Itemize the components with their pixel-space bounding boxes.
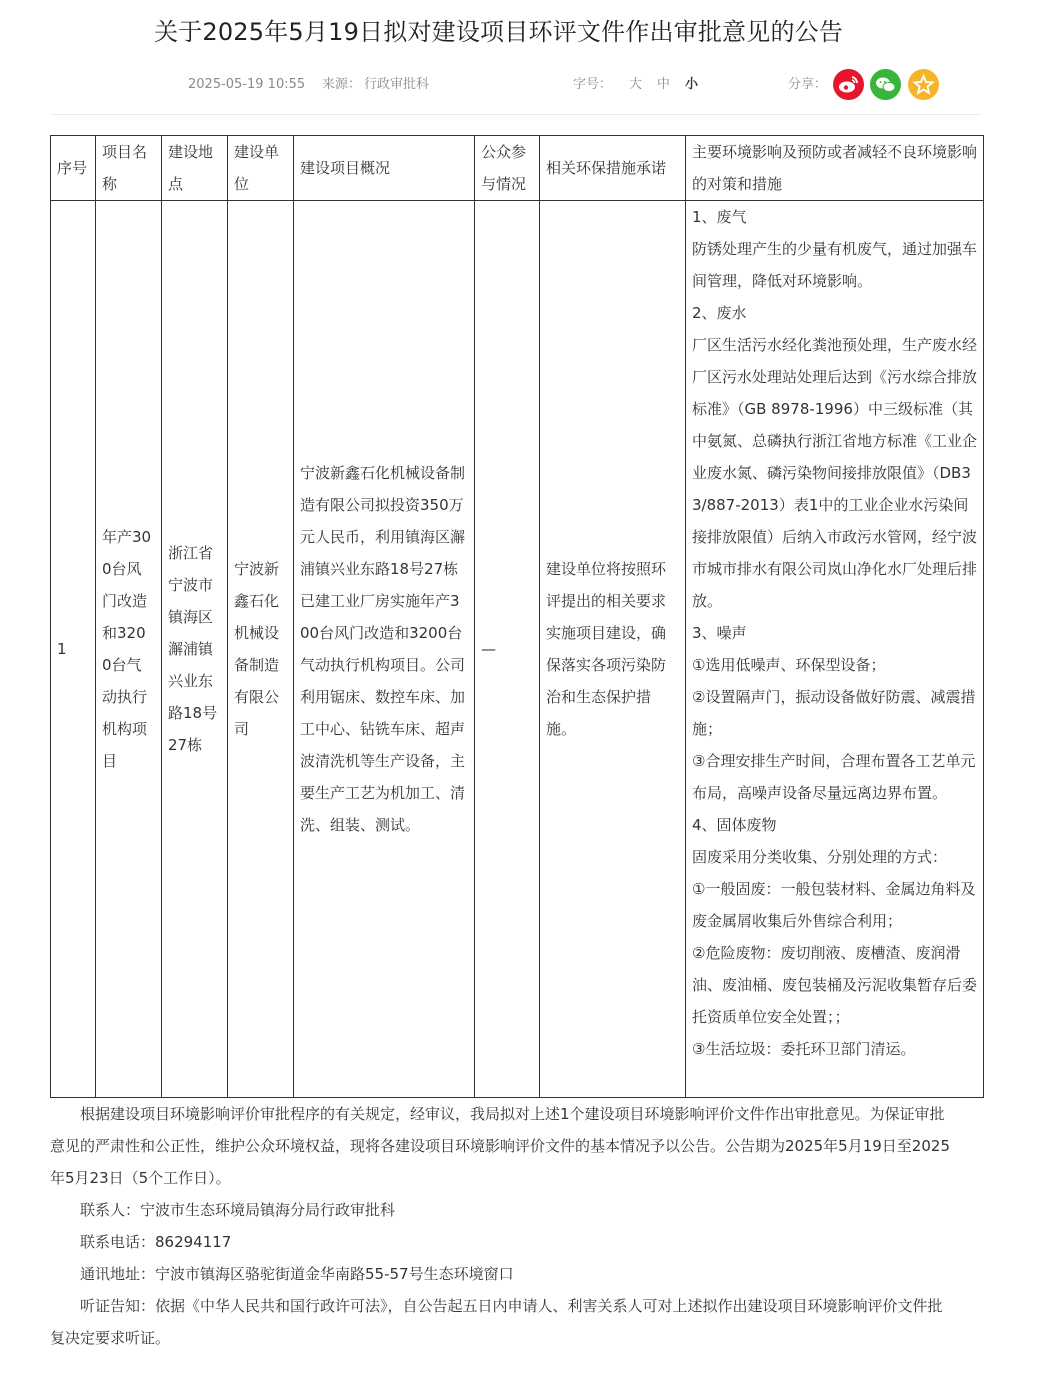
table-row	[51, 201, 984, 1098]
cell-overview: 宁波新鑫石化机械设备制造有限公司拟投资350万元人民币，利用镇海区澥浦镇兴业东路18号27栋已建工业厂房实施年产300台风门改造和3200台气动执行机构项目。公司利用锯床、数控车床、加工中心、钻铣车床、超声波清洗机等生产设备，主要生产工艺为机加工、清洗、组装、测试。	[294, 201, 475, 1098]
cell-project-name: 年产300台风门改造和3200台气动执行机构项目	[96, 201, 162, 1098]
header-no: 序号	[51, 136, 96, 201]
qzone-glyph	[908, 69, 939, 100]
font-size-medium-button[interactable]: 中	[657, 77, 671, 92]
header-commitment: 相关环保措施承诺	[540, 136, 686, 201]
measures-line: 3、噪声	[692, 624, 747, 642]
cell-commitment: 建设单位将按照环评提出的相关要求实施项目建设，确保落实各项污染防治和生态保护措施。	[540, 201, 686, 1098]
header-unit: 建设单位	[228, 136, 294, 201]
contact-address: 通讯地址：宁波市镇海区骆驼街道金华南路55-57号生态环境窗口	[80, 1265, 514, 1283]
cell-unit: 宁波新鑫石化机械设备制造有限公司	[228, 201, 294, 1098]
source-value: 行政审批科	[364, 77, 430, 92]
publish-date: 2025-05-19 10:55	[188, 77, 306, 92]
measures-line: 固废采用分类收集、分别处理的方式：	[692, 848, 948, 866]
share-label: 分享：	[788, 77, 828, 92]
font-size-large-button[interactable]: 大	[629, 77, 643, 92]
header-location: 建设地点	[162, 136, 228, 201]
measures-line: 厂区生活污水经化粪池预处理，生产废水经厂区污水处理站处理后达到《污水综合排放标准》（GB 8978-1996）中三级标准（其中氨氮、总磷执行浙江省地方标准《工业企业废水氮、磷污染物间接排放限值》（DB33/887-2013）表1中的工业企业水污染间接排放限值）后纳入市政污水管网，经宁波市城市排水有限公司岚山净化水厂处理后排放。	[692, 336, 978, 610]
header-public: 公众参与情况	[475, 136, 540, 201]
contact-person: 联系人：宁波市生态环境局镇海分局行政审批科	[80, 1201, 396, 1219]
weibo-glyph	[833, 69, 864, 100]
measures-line: 1、废气	[692, 208, 747, 226]
cell-no: 1	[51, 201, 96, 1098]
measures-line: ①选用低噪声、环保型设备；	[692, 656, 886, 674]
measures-line: 防锈处理产生的少量有机废气，通过加强车间管理，降低对环境影响。	[692, 240, 978, 290]
measures-line: 2、废水	[692, 304, 747, 322]
header-overview: 建设项目概况	[294, 136, 475, 201]
contact-phone: 联系电话：86294117	[80, 1233, 232, 1251]
source-label: 来源：	[322, 77, 362, 92]
wechat-glyph	[870, 69, 901, 100]
cell-location: 浙江省宁波市镇海区澥浦镇兴业东路18号27栋	[162, 201, 228, 1098]
header-measures: 主要环境影响及预防或者减轻不良环境影响的对策和措施	[686, 136, 984, 201]
measures-line: 4、固体废物	[692, 816, 777, 834]
header-divider	[50, 114, 982, 115]
font-size-small-button[interactable]: 小	[685, 77, 699, 92]
hearing-notice: 听证告知：依据《中华人民共和国行政许可法》，自公告起五日内申请人、利害关系人可对上述拟作出建设项目环境影响评价文件批复决定要求听证。	[50, 1297, 943, 1347]
measures-line: ②危险废物：废切削液、废槽渣、废润滑油、废油桶、废包装桶及污泥收集暂存后委托资质单位安全处置；；	[692, 944, 978, 1026]
measures-line: ③生活垃圾：委托环卫部门清运。	[692, 1040, 916, 1058]
header-project-name: 项目名称	[96, 136, 162, 201]
notice-paragraph: 根据建设项目环境影响评价审批程序的有关规定，经审议，我局拟对上述1个建设项目环境影响评价文件作出审批意见。为保证审批意见的严肃性和公正性，维护公众环境权益，现将各建设项目环境影响评价文件的基本情况予以公告。公告期为2025年5月19日至2025年5月23日（5个工作日）。	[50, 1105, 950, 1187]
font-size-label: 字号：	[573, 77, 613, 92]
qzone-icon[interactable]	[908, 69, 939, 100]
approval-table	[50, 135, 984, 1098]
wechat-icon[interactable]	[870, 69, 901, 100]
measures-line: ②设置隔声门，振动设备做好防震、减震措施；	[692, 688, 976, 738]
measures-line: ①一般固废：一般包装材料、金属边角料及废金属屑收集后外售综合利用；	[692, 880, 976, 930]
table-header-row	[51, 136, 984, 201]
cell-public: —	[475, 201, 540, 1098]
page-title: 关于2025年5月19日拟对建设项目环评文件作出审批意见的公告	[153, 18, 844, 46]
weibo-icon[interactable]	[833, 69, 864, 100]
measures-line: ③合理安排生产时间，合理布置各工艺单元布局，高噪声设备尽量远离边界布置。	[692, 752, 976, 802]
cell-measures	[686, 201, 984, 1098]
